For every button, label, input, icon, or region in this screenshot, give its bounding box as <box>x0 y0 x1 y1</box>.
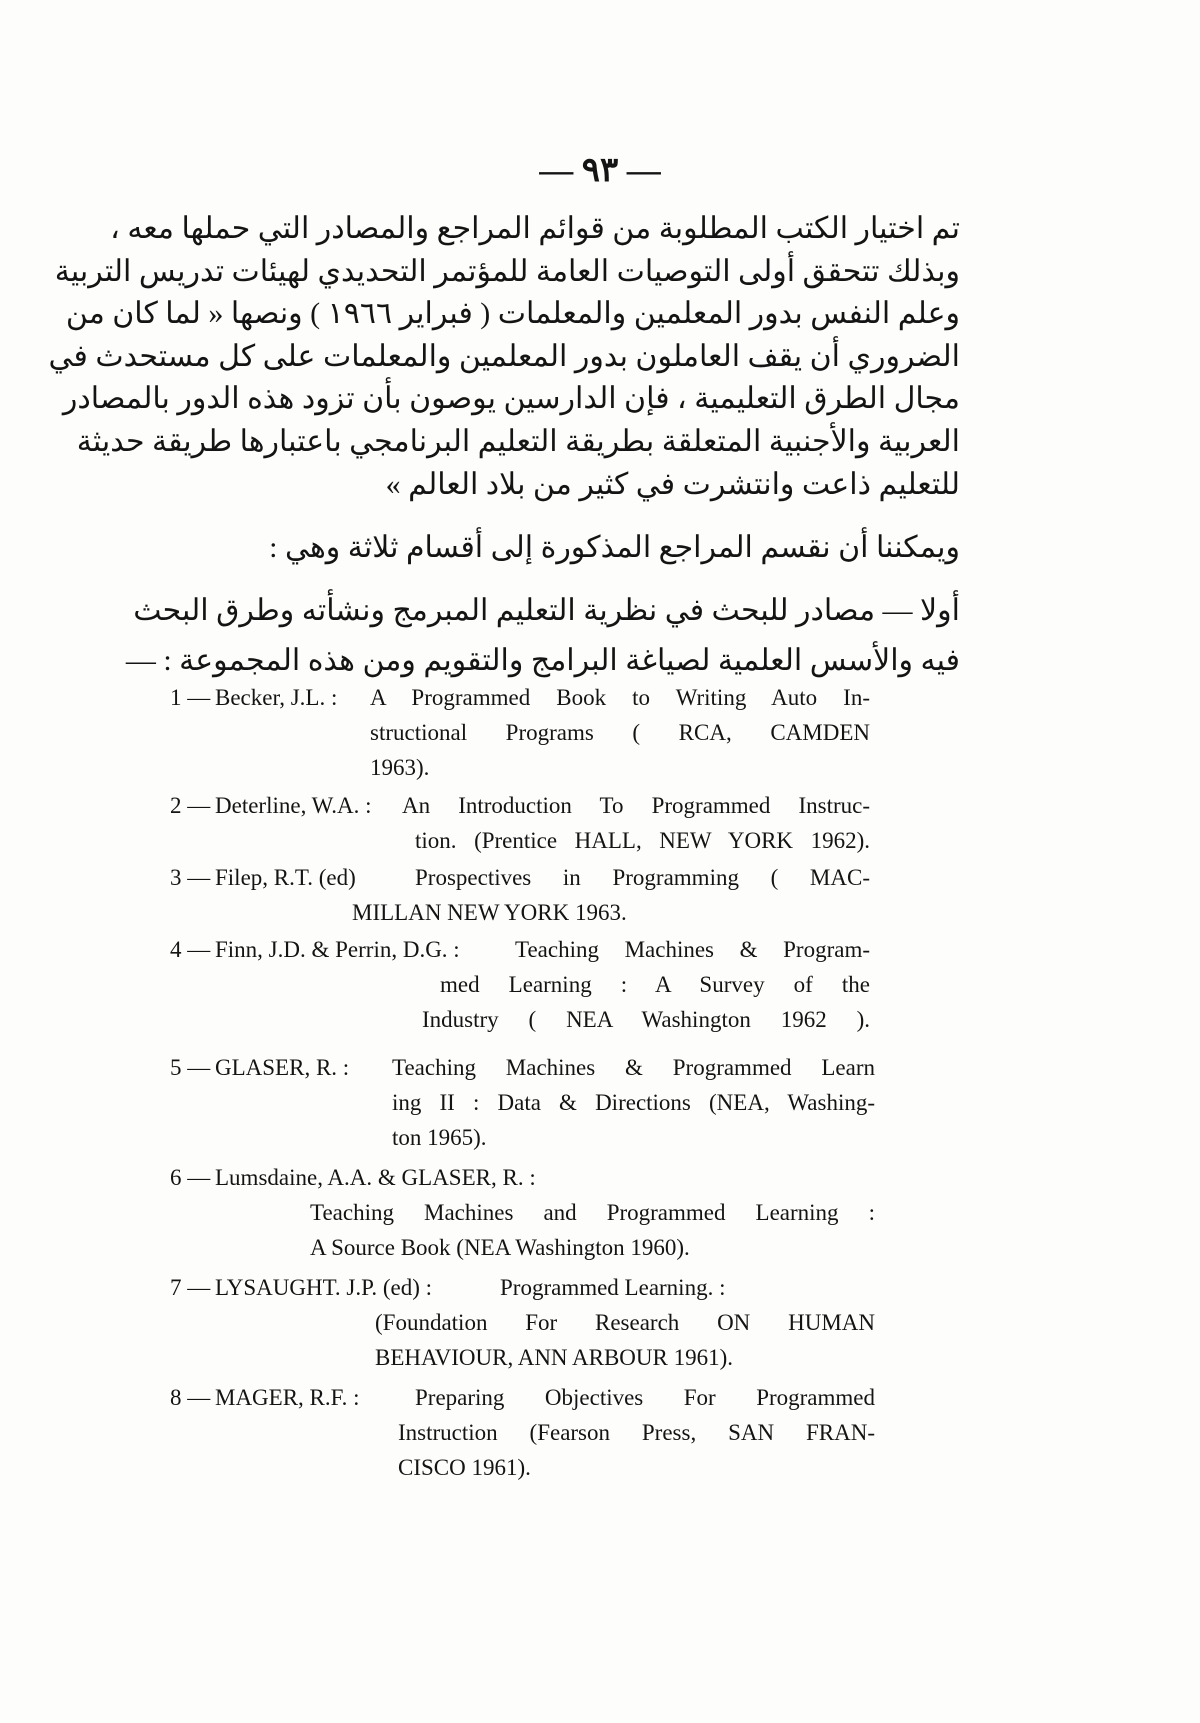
reference-number: 1 — <box>170 685 211 710</box>
paragraph-line: فيه والأسس العلمية لصياغة البرامج والتقويم ومن هذه المجموعة : — <box>125 644 960 677</box>
paragraph-line: ويمكننا أن نقسم المراجع المذكورة إلى أقسام ثلاثة وهي : <box>269 531 960 564</box>
reference-text: Programmed Learning. : <box>500 1275 726 1300</box>
reference-author: LYSAUGHT. J.P. (ed) : <box>215 1275 433 1300</box>
section-one-heading <box>125 586 960 686</box>
reference-author: Lumsdaine, A.A. & GLASER, R. : <box>215 1165 536 1190</box>
reference-text: Instruction (Fearson Press, SAN FRAN- <box>398 1420 875 1445</box>
reference-text: structional Programs ( RCA, CAMDEN <box>370 720 870 745</box>
reference-number: 6 — <box>170 1165 211 1190</box>
reference-text: Preparing Objectives For Programmed <box>415 1385 875 1410</box>
reference-text: Teaching Machines and Programmed Learning : <box>310 1200 875 1225</box>
reference-text: (Foundation For Research ON HUMAN <box>375 1310 875 1335</box>
reference-number: 8 — <box>170 1385 211 1410</box>
reference-author: Becker, J.L. : <box>215 685 338 710</box>
paragraph-line: وبذلك تتحقق أولى التوصيات العامة للمؤتمر التحديدي لهيئات تدريس التربية <box>54 254 960 288</box>
reference-text: 1963). <box>370 755 430 780</box>
paragraph-line: الضروري أن يقف العاملون بدور المعلمين والمعلمات على كل مستحدث في <box>48 339 960 373</box>
reference-text: BEHAVIOUR, ANN ARBOUR 1961). <box>375 1345 734 1370</box>
reference-text: med Learning : A Survey of the <box>440 972 870 997</box>
intro-paragraph <box>48 208 960 506</box>
reference-text: A Source Book (NEA Washington 1960). <box>310 1235 690 1260</box>
paragraph-line: تم اختيار الكتب المطلوبة من قوائم المراجع والمصادر التي حملها معه ، <box>110 212 960 245</box>
reference-number: 2 — <box>170 793 211 818</box>
reference-number: 5 — <box>170 1055 211 1080</box>
reference-text: ing II : Data & Directions (NEA, Washing- <box>392 1090 875 1115</box>
reference-text: Industry ( NEA Washington 1962 ). <box>422 1007 870 1032</box>
paragraph-line: أولا — مصادر للبحث في نظرية التعليم المبرمج ونشأته وطرق البحث <box>133 594 960 627</box>
reference-author: Filep, R.T. (ed) <box>215 865 356 890</box>
paragraph-line: للتعليم ذاعت وانتشرت في كثير من بلاد العالم » <box>385 467 960 501</box>
paragraph-line: مجال الطرق التعليمية ، فإن الدارسين يوصون بأن تزود هذه الدور بالمصادر <box>62 382 960 416</box>
reference-text: Teaching Machines & Programmed Learn <box>392 1055 875 1080</box>
reference-author: Finn, J.D. & Perrin, D.G. : <box>215 937 460 962</box>
reference-text: ton 1965). <box>392 1125 487 1150</box>
reference-text: An Introduction To Programmed Instruc- <box>402 793 870 818</box>
reference-author: GLASER, R. : <box>215 1055 350 1080</box>
reference-number: 7 — <box>170 1275 211 1300</box>
reference-number: 3 — <box>170 865 211 890</box>
reference-text: tion. (Prentice HALL, NEW YORK 1962). <box>415 828 870 853</box>
reference-number: 4 — <box>170 937 211 962</box>
page-number: — ٩٣ — <box>539 152 661 189</box>
reference-author: MAGER, R.F. : <box>215 1385 360 1410</box>
reference-text: MILLAN NEW YORK 1963. <box>352 900 627 925</box>
reference-text: Teaching Machines & Program- <box>515 937 870 962</box>
division-paragraph <box>230 528 960 568</box>
paragraph-line: وعلم النفس بدور المعلمين والمعلمات ( فبراير ١٩٦٦ ) ونصها « لما كان من <box>65 297 960 331</box>
reference-text: A Programmed Book to Writing Auto In- <box>370 685 870 710</box>
reference-author: Deterline, W.A. : <box>215 793 372 818</box>
paragraph-line: العربية والأجنبية المتعلقة بطريقة التعليم البرنامجي باعتبارها طريقة حديثة <box>76 424 960 458</box>
reference-text: Prospectives in Programming ( MAC- <box>415 865 870 890</box>
reference-text: CISCO 1961). <box>398 1455 531 1480</box>
